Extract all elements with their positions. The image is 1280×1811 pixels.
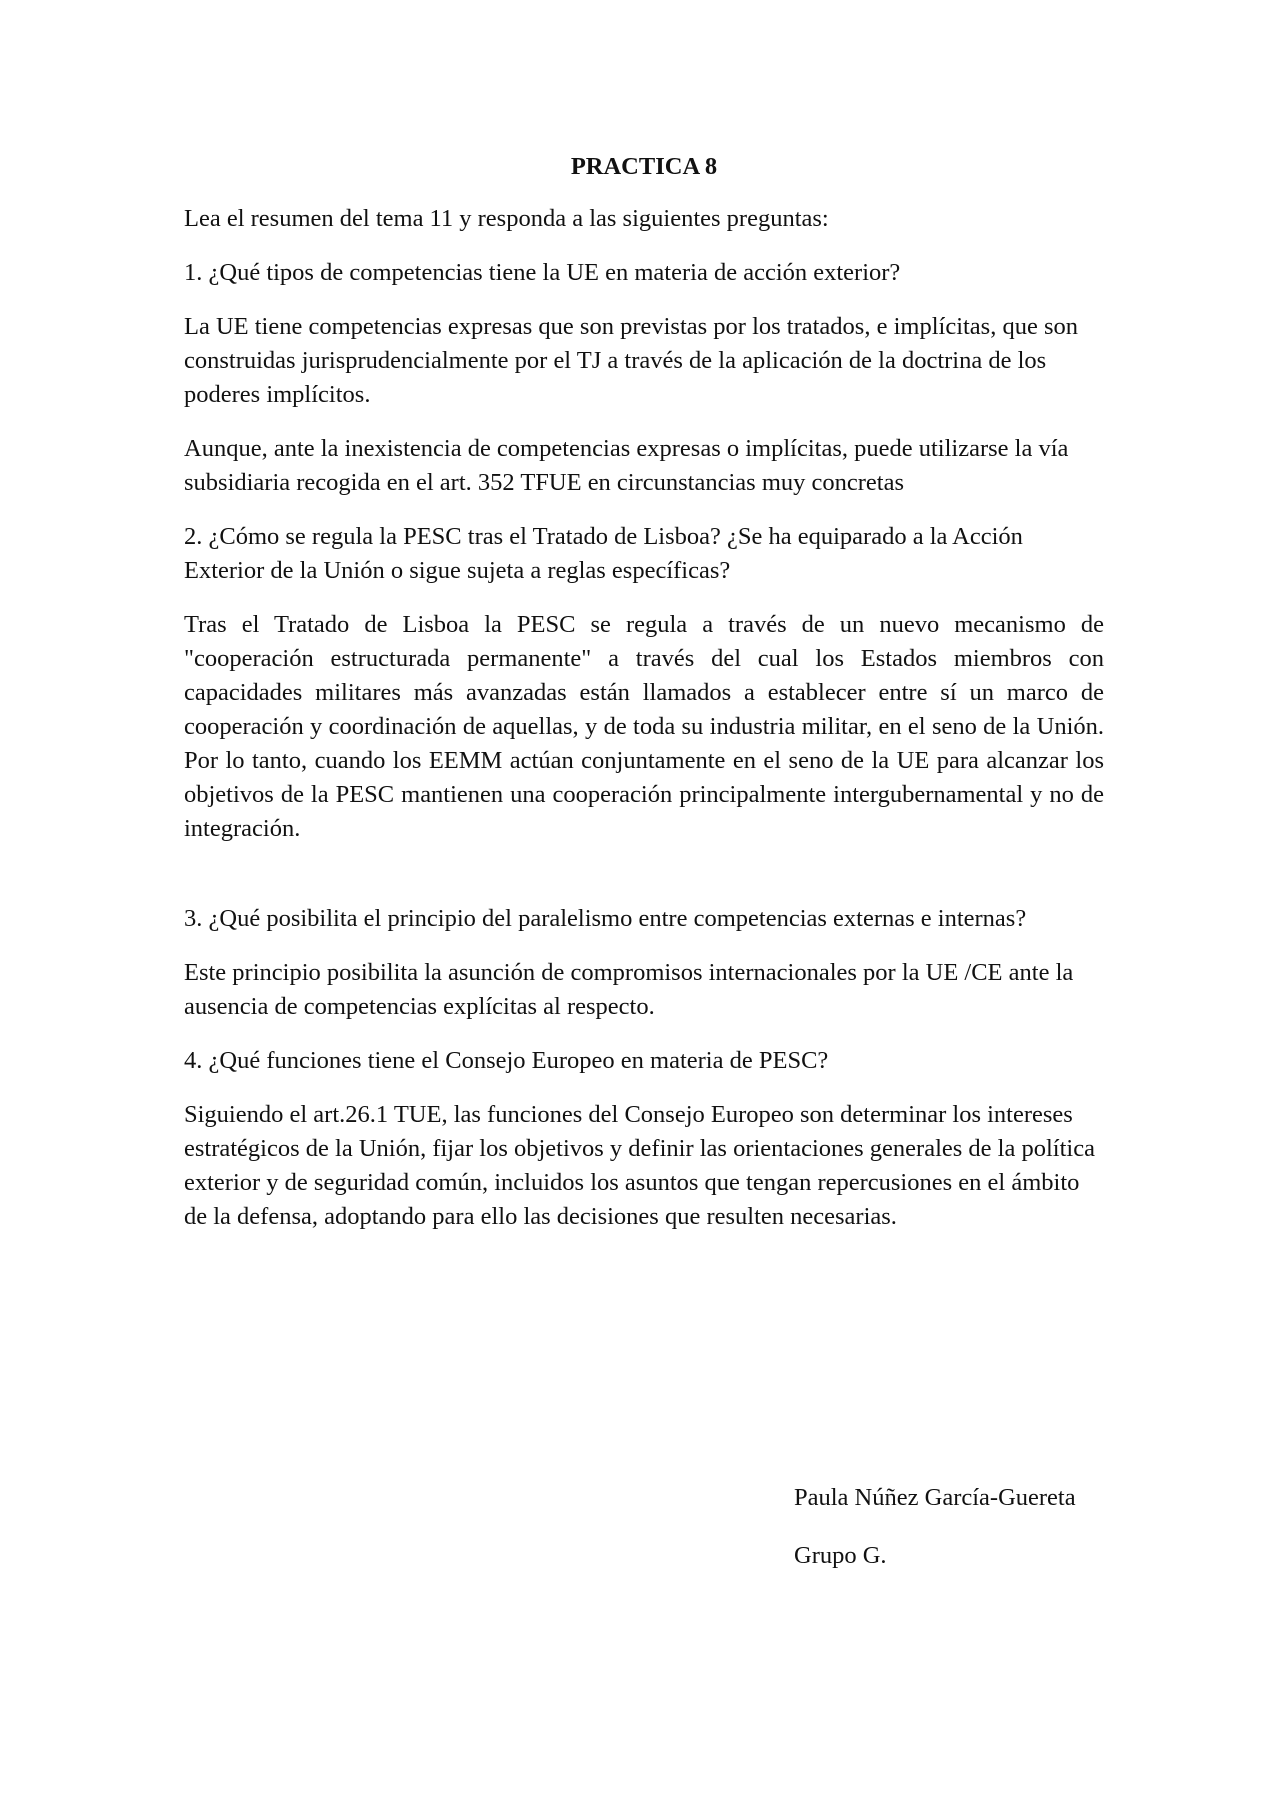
question-1: 1. ¿Qué tipos de competencias tiene la UE en materia de acción exterior?: [184, 259, 901, 286]
answer-3: Este principio posibilita la asunción de compromisos internacionales por la UE /CE ante la ausencia de competencias explícitas al respecto.: [184, 959, 1074, 1020]
page-title: PRACTICA 8: [570, 153, 718, 180]
answer-1-paragraph-2: Aunque, ante la inexistencia de competencias expresas o implícitas, puede utilizarse la vía subsidiaria recogida en el art. 352 TFUE en circunstancias muy concretas: [184, 435, 1069, 496]
signature-block: [794, 1481, 1076, 1597]
answer-2: Tras el Tratado de Lisboa la PESC se regula a través de un nuevo mecanismo de "cooperación estructurada permanente" a través del cual los Estados miembros con capacidades militares más avanzadas están llamados a establecer entre sí un marco de cooperación y coordinación de aquellas, y de toda su industria militar, en el seno de la Unión. Por lo tanto, cuando los EEMM actúan conjuntamente en el seno de la UE para alcanzar los objetivos de la PESC mantienen una cooperación principalmente intergubernamental y no de integración.: [184, 611, 1104, 842]
author-name: Paula Núñez García-Guereta: [794, 1484, 1076, 1511]
spacer: [184, 866, 1104, 902]
document-body: [184, 150, 1104, 1254]
intro-text: Lea el resumen del tema 11 y responda a las siguientes preguntas:: [184, 205, 829, 232]
answer-1-paragraph-1: La UE tiene competencias expresas que son previstas por los tratados, e implícitas, que son construidas jurisprudencialmente por el TJ a través de la aplicación de la doctrina de los poderes implícitos.: [184, 313, 1078, 408]
question-4: 4. ¿Qué funciones tiene el Consejo Europeo en materia de PESC?: [184, 1047, 829, 1074]
group-label: Grupo G.: [794, 1542, 887, 1569]
question-3: 3. ¿Qué posibilita el principio del paralelismo entre competencias externas e internas?: [184, 905, 1027, 932]
answer-4: Siguiendo el art.26.1 TUE, las funciones del Consejo Europeo son determinar los intereses estratégicos de la Unión, fijar los objetivos y definir las orientaciones generales de la política exterior y de seguridad común, incluidos los asuntos que tengan repercusiones en el ámbito de la defensa, adoptando para ello las decisiones que resulten necesarias.: [184, 1101, 1095, 1230]
question-2: 2. ¿Cómo se regula la PESC tras el Tratado de Lisboa? ¿Se ha equiparado a la Acción Exterior de la Unión o sigue sujeta a reglas específicas?: [184, 523, 1023, 584]
